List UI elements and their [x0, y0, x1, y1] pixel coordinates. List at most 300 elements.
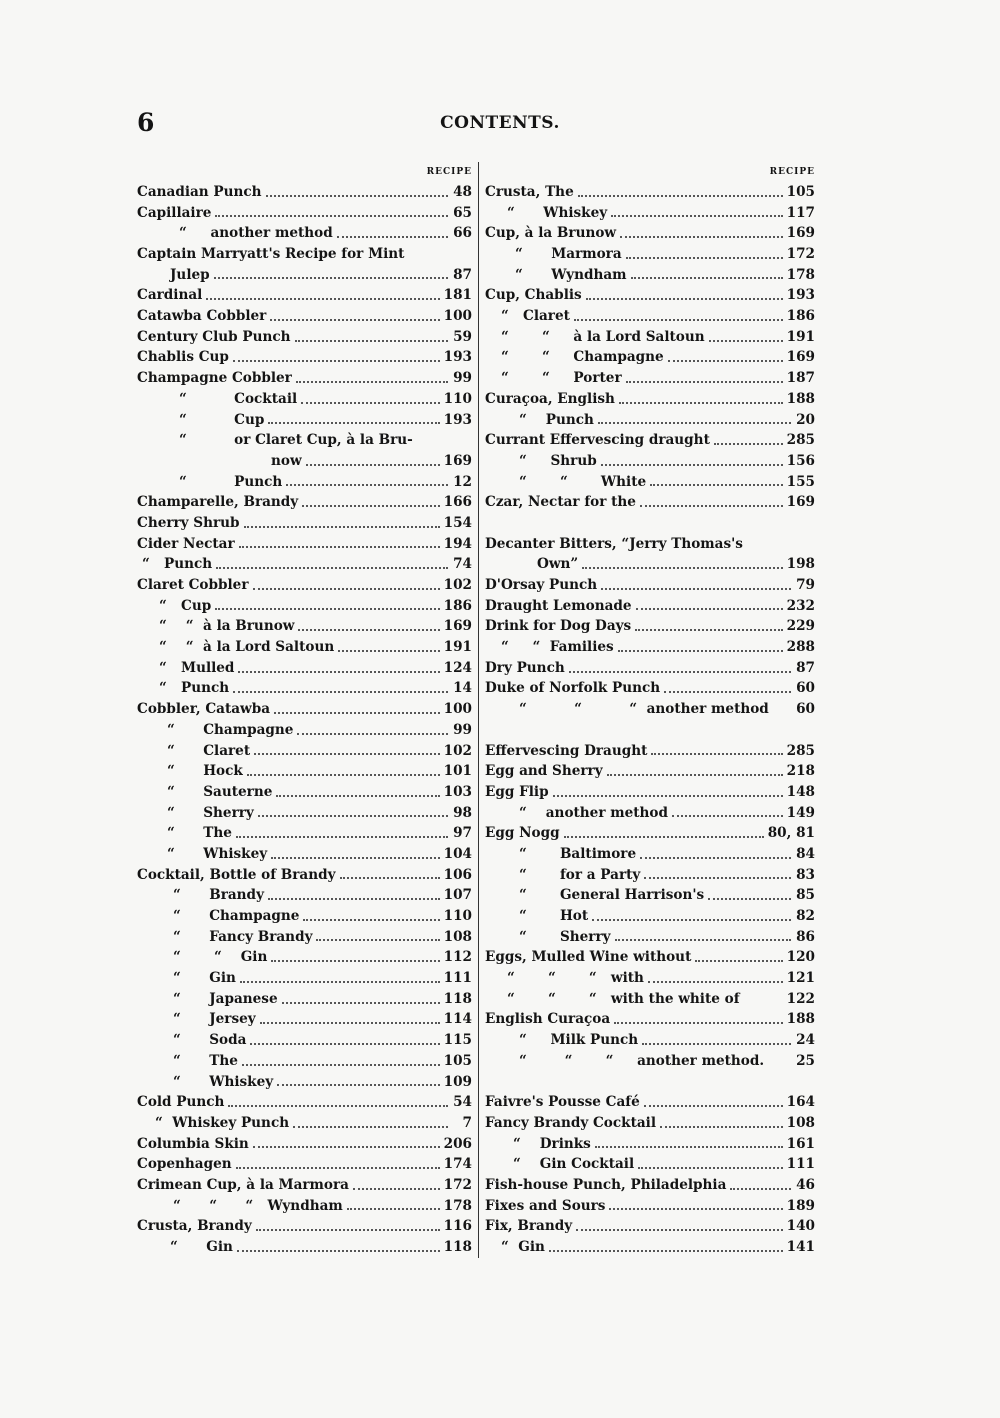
- recipe-number: 174: [443, 1156, 472, 1173]
- recipe-number: 103: [443, 783, 472, 800]
- contents-entry: [485, 844, 815, 865]
- entry-title: “ “ White: [519, 473, 647, 490]
- dot-leader: [306, 463, 440, 466]
- recipe-number: 105: [443, 1052, 472, 1069]
- dot-leader: [650, 483, 782, 486]
- dot-leader: [253, 1145, 440, 1148]
- contents-entry: [137, 203, 472, 224]
- dot-leader: [648, 980, 783, 983]
- recipe-number: 169: [786, 349, 815, 366]
- recipe-number: 194: [443, 535, 472, 552]
- entry-title: Cup, Chablis: [485, 287, 582, 304]
- entry-title: Fish-house Punch, Philadelphia: [485, 1176, 727, 1193]
- contents-entry: [137, 906, 472, 927]
- entry-title: Currant Effervescing draught: [485, 432, 710, 449]
- section-gap: [485, 1072, 815, 1093]
- recipe-number: 111: [786, 1156, 815, 1173]
- dot-leader: [337, 235, 448, 238]
- contents-entry: [485, 906, 815, 927]
- entry-title: “ Gin Cocktail: [513, 1156, 635, 1173]
- entry-title: Duke of Norfolk Punch: [485, 680, 661, 697]
- dot-leader: [651, 752, 782, 755]
- entry-title: “ “ “ with: [507, 970, 644, 987]
- contents-entry: [485, 1196, 815, 1217]
- recipe-number: 105: [786, 183, 815, 200]
- recipe-number: 24: [796, 1032, 815, 1049]
- recipe-number: 60: [796, 680, 815, 697]
- contents-entry: [137, 1237, 472, 1258]
- entry-title: “ Japanese: [173, 990, 278, 1007]
- contents-entry: [137, 741, 472, 762]
- recipe-number: 102: [443, 577, 472, 594]
- contents-entry: [485, 368, 815, 389]
- entry-list: [137, 182, 472, 1258]
- recipe-number: 188: [786, 1011, 815, 1028]
- recipe-number: 193: [786, 287, 815, 304]
- recipe-number: 80, 81: [767, 825, 815, 842]
- recipe-number: 100: [443, 701, 472, 718]
- dot-leader: [714, 442, 783, 445]
- recipe-number: 189: [786, 1197, 815, 1214]
- entry-title: “ Cup: [159, 597, 212, 614]
- dot-leader: [236, 1166, 440, 1169]
- contents-entry: [137, 1175, 472, 1196]
- recipe-number: 111: [443, 970, 472, 987]
- contents-entry: [485, 616, 815, 637]
- entry-title: “ General Harrison's: [519, 887, 705, 904]
- dot-leader: [244, 525, 440, 528]
- dot-leader: [340, 876, 440, 879]
- recipe-number: 193: [443, 349, 472, 366]
- contents-entry: [485, 823, 815, 844]
- recipe-number: 178: [786, 266, 815, 283]
- entry-title: Dry Punch: [485, 659, 565, 676]
- recipe-number: 172: [443, 1176, 472, 1193]
- recipe-number: 198: [786, 556, 815, 573]
- entry-title: “ another method: [519, 804, 668, 821]
- dot-leader: [709, 339, 783, 342]
- contents-entry: [485, 265, 815, 286]
- recipe-number: 172: [786, 246, 815, 263]
- recipe-number: 14: [453, 680, 472, 697]
- contents-entry: [137, 720, 472, 741]
- entry-title: “ Hot: [519, 908, 589, 925]
- recipe-number: 186: [786, 308, 815, 325]
- contents-entry: [137, 699, 472, 720]
- recipe-number: 86: [796, 928, 815, 945]
- contents-entry: [485, 203, 815, 224]
- entry-title: “ Punch: [179, 473, 283, 490]
- contents-entry: [137, 1134, 472, 1155]
- entry-title: “ Champagne: [173, 908, 300, 925]
- recipe-number: 206: [443, 1135, 472, 1152]
- entry-title: Egg Flip: [485, 783, 549, 800]
- contents-entry: [485, 1030, 815, 1051]
- recipe-number: 65: [453, 204, 472, 221]
- contents-entry: [137, 885, 472, 906]
- column-divider: [478, 162, 479, 1258]
- entry-title: “ or Claret Cup, à la Bru-: [179, 432, 413, 449]
- entry-title: “ Wyndham: [515, 266, 627, 283]
- entry-title: Captain Marryatt's Recipe for Mint: [137, 246, 405, 263]
- entry-title: “ Fancy Brandy: [173, 928, 313, 945]
- entry-title: “ Punch: [159, 680, 230, 697]
- entry-title: “ “ à la Brunow: [159, 618, 295, 635]
- contents-entry: [485, 658, 815, 679]
- contents-entry: [137, 430, 472, 451]
- recipe-number: 99: [453, 370, 472, 387]
- contents-entry: [485, 803, 815, 824]
- contents-entry: [137, 285, 472, 306]
- entry-title: Fancy Brandy Cocktail: [485, 1114, 656, 1131]
- contents-entry: [137, 1216, 472, 1237]
- contents-entry: [485, 534, 815, 555]
- contents-entry: [137, 410, 472, 431]
- dot-leader: [618, 649, 783, 652]
- recipe-number: 232: [786, 597, 815, 614]
- dot-leader: [695, 959, 782, 962]
- contents-entry: [137, 368, 472, 389]
- entry-title: “ Brandy: [173, 887, 264, 904]
- recipe-number: 141: [786, 1239, 815, 1256]
- page-title: CONTENTS.: [440, 113, 560, 133]
- recipe-number: 121: [786, 970, 815, 987]
- entry-title: “ Sherry: [519, 928, 611, 945]
- entry-title: “ “ “ Wyndham: [173, 1197, 343, 1214]
- dot-leader: [595, 1145, 783, 1148]
- dot-leader: [614, 1021, 782, 1024]
- recipe-number: 74: [453, 556, 472, 573]
- recipe-number: 114: [443, 1011, 472, 1028]
- entry-title: Century Club Punch: [137, 328, 291, 345]
- entry-title: “ Baltimore: [519, 845, 637, 862]
- contents-entry: [485, 741, 815, 762]
- contents-entry: [137, 782, 472, 803]
- dot-leader: [260, 1021, 440, 1024]
- dot-leader: [296, 380, 448, 383]
- dot-leader: [274, 711, 440, 714]
- entry-title: Catawba Cobbler: [137, 308, 267, 325]
- entry-title: Curaçoa, English: [485, 390, 615, 407]
- entry-title: Cocktail, Bottle of Brandy: [137, 866, 336, 883]
- recipe-number: 59: [453, 328, 472, 345]
- dot-leader: [303, 918, 439, 921]
- entry-title: “ “ Porter: [501, 370, 622, 387]
- entry-title: Cup, à la Brunow: [485, 225, 617, 242]
- dot-leader: [277, 1083, 439, 1086]
- recipe-number: 87: [796, 659, 815, 676]
- entry-title: Faivre's Pousse Café: [485, 1094, 640, 1111]
- recipe-number: 118: [443, 1239, 472, 1256]
- entry-title: “ Shrub: [519, 452, 597, 469]
- dot-leader: [276, 794, 439, 797]
- contents-entry: [485, 1051, 815, 1072]
- dot-leader: [302, 504, 439, 507]
- contents-entry: [137, 823, 472, 844]
- contents-entry: [137, 968, 472, 989]
- dot-leader: [268, 421, 439, 424]
- dot-leader: [582, 566, 782, 569]
- dot-leader: [586, 297, 783, 300]
- contents-entry: [485, 761, 815, 782]
- recipe-number: 107: [443, 887, 472, 904]
- dot-leader: [638, 1166, 782, 1169]
- dot-leader: [295, 339, 448, 342]
- entry-title: Fix, Brandy: [485, 1218, 573, 1235]
- dot-leader: [233, 690, 448, 693]
- recipe-number: 118: [443, 990, 472, 1007]
- dot-leader: [549, 1249, 783, 1252]
- dot-leader: [266, 194, 448, 197]
- dot-leader: [293, 1125, 448, 1128]
- recipe-number: 87: [453, 266, 472, 283]
- entry-title: “ The: [167, 825, 232, 842]
- dot-leader: [298, 628, 439, 631]
- entry-title: Egg and Sherry: [485, 763, 603, 780]
- contents-entry: [485, 637, 815, 658]
- entry-title: Crusta, The: [485, 183, 574, 200]
- recipe-number: 155: [786, 473, 815, 490]
- entry-title: Drink for Dog Days: [485, 618, 632, 635]
- recipe-number: 109: [443, 1073, 472, 1090]
- contents-entry: [137, 1113, 472, 1134]
- contents-entry: [137, 513, 472, 534]
- contents-entry: [137, 658, 472, 679]
- contents-entry: [485, 989, 815, 1010]
- contents-entry: [485, 554, 815, 575]
- contents-entry: [485, 1154, 815, 1175]
- dot-leader: [644, 1104, 783, 1107]
- entry-title: “ Gin: [173, 970, 236, 987]
- contents-entry: [485, 1134, 815, 1155]
- dot-leader: [214, 276, 448, 279]
- contents-entry: [485, 1175, 815, 1196]
- recipe-number: 25: [796, 1052, 815, 1069]
- entry-title: “ Claret: [501, 308, 570, 325]
- entry-title: Fixes and Sours: [485, 1197, 606, 1214]
- dot-leader: [271, 959, 439, 962]
- dot-leader: [644, 876, 791, 879]
- dot-leader: [286, 483, 448, 486]
- recipe-number: 7: [462, 1114, 472, 1131]
- contents-entry: [137, 989, 472, 1010]
- contents-entry: [137, 534, 472, 555]
- dot-leader: [215, 214, 448, 217]
- contents-entry: [137, 451, 472, 472]
- contents-entry: [137, 575, 472, 596]
- dot-leader: [601, 463, 783, 466]
- dot-leader: [592, 918, 791, 921]
- dot-leader: [564, 835, 764, 838]
- dot-leader: [553, 794, 783, 797]
- contents-entry: [137, 472, 472, 493]
- contents-entry: [137, 865, 472, 886]
- entry-title: Effervescing Draught: [485, 742, 648, 759]
- entry-title: Columbia Skin: [137, 1135, 249, 1152]
- entry-title: “ another method: [179, 225, 333, 242]
- contents-entry: [137, 1092, 472, 1113]
- entry-title: “ Cocktail: [179, 390, 298, 407]
- contents-entry: [137, 761, 472, 782]
- contents-entry: [485, 699, 815, 720]
- recipe-number: 108: [443, 928, 472, 945]
- dot-leader: [636, 607, 783, 610]
- recipe-number: 117: [786, 204, 815, 221]
- recipe-number: 193: [443, 411, 472, 428]
- contents-entry: [137, 265, 472, 286]
- dot-leader: [611, 214, 782, 217]
- recipe-number: 112: [443, 949, 472, 966]
- contents-column-left: [137, 162, 472, 1258]
- recipe-number: 48: [453, 183, 472, 200]
- recipe-number: 178: [443, 1197, 472, 1214]
- entry-title: Champarelle, Brandy: [137, 494, 299, 511]
- recipe-number: 186: [443, 597, 472, 614]
- contents-entry: [137, 844, 472, 865]
- entry-title: “ Marmora: [515, 246, 622, 263]
- contents-entry: [485, 968, 815, 989]
- contents-entry: [485, 244, 815, 265]
- dot-leader: [642, 1042, 791, 1045]
- entry-title: “ Hock: [167, 763, 243, 780]
- entry-title: “ Cup: [179, 411, 265, 428]
- entry-title: “ Champagne: [167, 721, 294, 738]
- entry-title: Champagne Cobbler: [137, 370, 292, 387]
- recipe-number: 20: [796, 411, 815, 428]
- entry-title: “ Whiskey: [167, 845, 268, 862]
- entry-title: Chablis Cup: [137, 349, 229, 366]
- recipe-number: 84: [796, 845, 815, 862]
- entry-title: Capillaire: [137, 204, 212, 221]
- dot-leader: [236, 835, 448, 838]
- recipe-number: 104: [443, 845, 472, 862]
- dot-leader: [338, 649, 439, 652]
- recipe-number: 110: [443, 390, 472, 407]
- contents-entry: [137, 348, 472, 369]
- recipe-number: 97: [453, 825, 472, 842]
- dot-leader: [301, 401, 439, 404]
- recipe-number: 122: [786, 990, 815, 1007]
- entry-title: English Curaçoa: [485, 1011, 611, 1028]
- recipe-number: 66: [453, 225, 472, 242]
- recipe-number: 108: [786, 1114, 815, 1131]
- dot-leader: [238, 670, 439, 673]
- contents-entry: [485, 1113, 815, 1134]
- recipe-number: 82: [796, 908, 815, 925]
- recipe-number: 54: [453, 1094, 472, 1111]
- entry-title: “ Claret: [167, 742, 251, 759]
- dot-leader: [672, 814, 783, 817]
- dot-leader: [271, 856, 439, 859]
- entry-title: “ Whiskey: [507, 204, 608, 221]
- contents-entry: [485, 182, 815, 203]
- dot-leader: [233, 359, 440, 362]
- dot-leader: [626, 256, 783, 259]
- entry-title: Eggs, Mulled Wine without: [485, 949, 692, 966]
- entry-title: Crimean Cup, à la Marmora: [137, 1176, 349, 1193]
- column-header: RECIPE: [769, 167, 815, 177]
- entry-title: Copenhagen: [137, 1156, 232, 1173]
- entry-title: “ Gin: [170, 1239, 233, 1256]
- entry-title: Cherry Shrub: [137, 514, 240, 531]
- contents-entry: [137, 947, 472, 968]
- recipe-number: 161: [786, 1135, 815, 1152]
- dot-leader: [598, 421, 791, 424]
- contents-entry: [485, 389, 815, 410]
- dot-leader: [268, 897, 440, 900]
- recipe-number: 285: [786, 742, 815, 759]
- recipe-number: 85: [796, 887, 815, 904]
- page-number: 6: [137, 108, 155, 137]
- contents-entry: [485, 1010, 815, 1031]
- contents-entry: [485, 410, 815, 431]
- entry-title: Decanter Bitters, “Jerry Thomas's: [485, 535, 743, 552]
- entry-title: “ Gin: [501, 1239, 545, 1256]
- entry-title: Czar, Nectar for the: [485, 494, 636, 511]
- entry-title: Cold Punch: [137, 1094, 225, 1111]
- contents-entry: [137, 1010, 472, 1031]
- contents-entry: [485, 679, 815, 700]
- dot-leader: [640, 856, 791, 859]
- contents-entry: [485, 927, 815, 948]
- entry-title: “ Sherry: [167, 804, 254, 821]
- contents-entry: [137, 182, 472, 203]
- section-gap: [485, 720, 815, 741]
- contents-entry: [137, 927, 472, 948]
- contents-entry: [137, 554, 472, 575]
- dot-leader: [270, 318, 439, 321]
- dot-leader: [253, 587, 440, 590]
- dot-leader: [247, 773, 440, 776]
- entry-title: Claret Cobbler: [137, 577, 249, 594]
- recipe-number: 124: [443, 659, 472, 676]
- recipe-number: 154: [443, 514, 472, 531]
- dot-leader: [206, 297, 439, 300]
- contents-entry: [485, 348, 815, 369]
- dot-leader: [569, 670, 791, 673]
- contents-entry: [485, 472, 815, 493]
- contents-entry: [485, 1092, 815, 1113]
- dot-leader: [250, 1042, 439, 1045]
- entry-title: Own”: [537, 556, 579, 573]
- contents-entry: [485, 327, 815, 348]
- contents-entry: [137, 616, 472, 637]
- entry-title: now: [271, 452, 302, 469]
- contents-entry: [137, 492, 472, 513]
- contents-entry: [485, 1237, 815, 1258]
- entry-title: Canadian Punch: [137, 183, 262, 200]
- contents-entry: [485, 865, 815, 886]
- section-gap: [485, 513, 815, 534]
- contents-entry: [485, 306, 815, 327]
- contents-entry: [137, 244, 472, 265]
- dot-leader: [615, 938, 791, 941]
- entry-title: “ “ “ another method.: [519, 1052, 765, 1069]
- contents-entry: [485, 285, 815, 306]
- recipe-number: 169: [443, 618, 472, 635]
- dot-leader: [730, 1187, 791, 1190]
- entry-title: Egg Nogg: [485, 825, 560, 842]
- contents-entry: [137, 1072, 472, 1093]
- dot-leader: [254, 752, 440, 755]
- contents-entry: [137, 637, 472, 658]
- entry-title: “ Soda: [173, 1032, 247, 1049]
- recipe-number: 115: [443, 1032, 472, 1049]
- contents-entry: [485, 430, 815, 451]
- dot-leader: [631, 276, 783, 279]
- recipe-number: 148: [786, 783, 815, 800]
- dot-leader: [256, 1228, 440, 1231]
